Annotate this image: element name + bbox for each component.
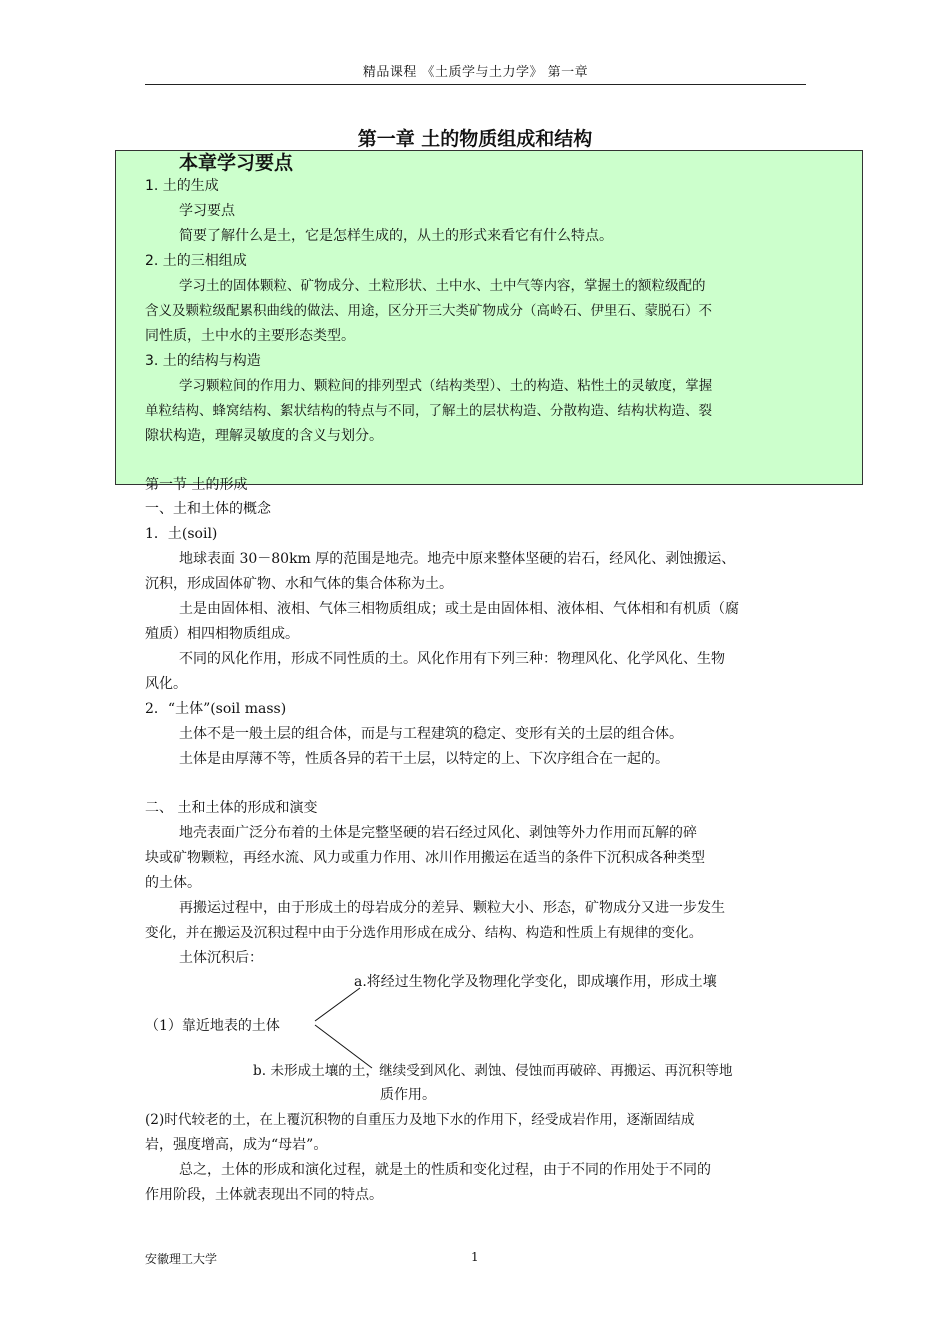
key-points-heading: 本章学习要点: [179, 152, 294, 174]
para-6-line3: 的土体。: [145, 875, 201, 891]
kp-s3-line2: 单粒结构、蜂窝结构、絮状结构的特点与不同，了解土的层状构造、分散构造、结构状构造、裂: [145, 403, 712, 419]
para-1-line1: 地球表面 30－80km 厚的范围是地壳。地壳中原来整体坚硬的岩石，经风化、剥蚀搬运、: [179, 551, 736, 567]
para-8: 土体沉积后：: [179, 950, 263, 966]
section-title: 第一节 土的形成: [145, 477, 248, 493]
para-6-line1: 地壳表面广泛分布着的土体是完整坚硬的岩石经过风化、剥蚀等外力作用而瓦解的碎: [179, 825, 697, 841]
heading-1: 一、土和土体的概念: [145, 501, 271, 517]
para-1-line2: 沉积，形成固体矿物、水和气体的集合体称为土。: [145, 576, 453, 592]
para-7-line2: 变化，并在搬运及沉积过程中由于分选作用形成在成分、结构、构造和性质上有规律的变化。: [145, 925, 703, 941]
kp-s3-title: 3. 土的结构与构造: [145, 353, 261, 369]
para-3-line1: 不同的风化作用，形成不同性质的土。风化作用有下列三种：物理风化、化学风化、生物: [179, 651, 725, 667]
para-7-line1: 再搬运过程中，由于形成土的母岩成分的差异、颗粒大小、形态，矿物成分又进一步发生: [179, 900, 725, 916]
para-10-line1: 总之，土体的形成和演化过程，就是土的性质和变化过程，由于不同的作用处于不同的: [179, 1162, 711, 1178]
kp-s2-title: 2. 土的三相组成: [145, 253, 247, 269]
branch-b-line1: b. 未形成土壤的土，继续受到风化、剥蚀、侵蚀而再破碎、再搬运、再沉积等地: [253, 1063, 733, 1079]
page-number: 1: [471, 1250, 479, 1264]
page-header: 精品课程 《土质学与土力学》 第一章: [145, 64, 806, 85]
para-5: 土体是由厚薄不等，性质各异的若干土层，以特定的上、下次序组合在一起的。: [179, 751, 669, 767]
para-9-line1: (2)时代较老的土，在上覆沉积物的自重压力及地下水的作用下，经受成岩作用，逐渐固结成: [145, 1112, 695, 1128]
branch-root: （1）靠近地表的土体: [145, 1018, 280, 1034]
footer-institution: 安徽理工大学: [145, 1252, 218, 1266]
kp-s2-line2: 含义及颗粒级配累积曲线的做法、用途，区分开三大类矿物成分（高岭石、伊里石、蒙脱石）不: [145, 303, 712, 319]
para-3-line2: 风化。: [145, 676, 187, 692]
kp-s2-line3: 同性质，土中水的主要形态类型。: [145, 328, 355, 344]
chapter-title: 第一章 土的物质组成和结构: [357, 128, 593, 150]
heading-1-2: 2．“土体”(soil mass): [145, 701, 287, 717]
kp-s3-line1: 学习颗粒间的作用力、颗粒间的排列型式（结构类型）、土的构造、粘性土的灵敏度，掌握: [179, 378, 713, 394]
para-2-line2: 殖质）相四相物质组成。: [145, 626, 299, 642]
heading-1-1: 1．土(soil): [145, 526, 218, 542]
branch-b-line2: 质作用。: [380, 1087, 436, 1103]
para-4: 土体不是一般土层的组合体，而是与工程建筑的稳定、变形有关的土层的组合体。: [179, 726, 683, 742]
kp-s1-text: 简要了解什么是土，它是怎样生成的，从土的形式来看它有什么特点。: [179, 228, 613, 244]
para-6-line2: 块或矿物颗粒，再经水流、风力或重力作用、冰川作用搬运在适当的条件下沉积成各种类型: [145, 850, 705, 866]
kp-s2-line1: 学习土的固体颗粒、矿物成分、土粒形状、土中水、土中气等内容，掌握土的额粒级配的: [179, 278, 706, 294]
kp-s1-title: 1. 土的生成: [145, 178, 219, 194]
kp-s3-line3: 隙状构造，理解灵敏度的含义与划分。: [145, 428, 383, 444]
heading-2: 二、 土和土体的形成和演变: [145, 800, 318, 816]
branch-a: a.将经过生物化学及物理化学变化，即成壤作用，形成土壤: [354, 974, 717, 990]
kp-s1-sub: 学习要点: [179, 203, 235, 219]
para-2-line1: 土是由固体相、液相、气体三相物质组成；或土是由固体相、液体相、气体相和有机质（腐: [179, 601, 739, 617]
para-9-line2: 岩，强度增高，成为“母岩”。: [145, 1137, 328, 1153]
para-10-line2: 作用阶段，土体就表现出不同的特点。: [145, 1187, 383, 1203]
